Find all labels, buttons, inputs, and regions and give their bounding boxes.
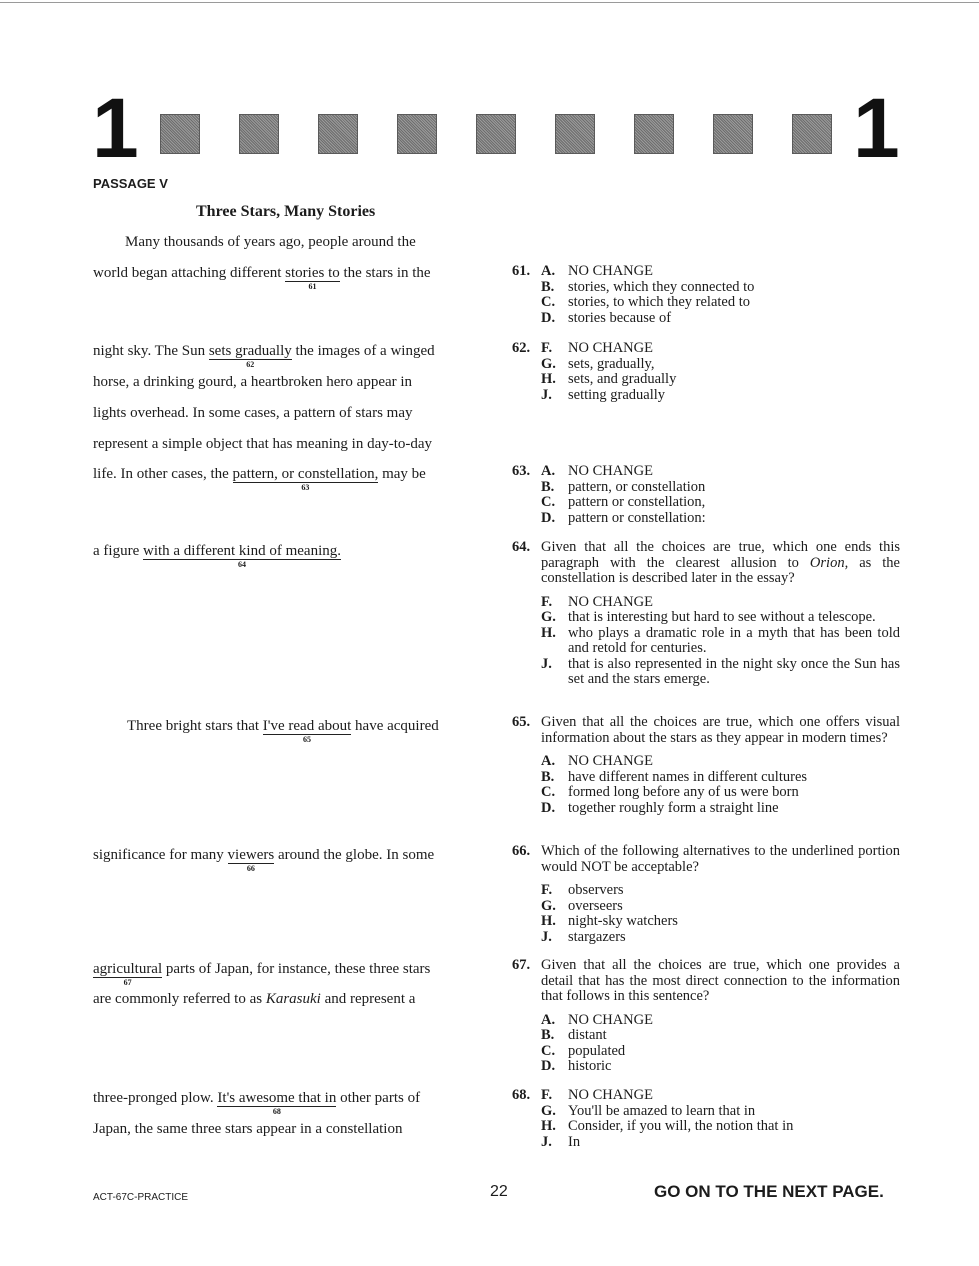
answer-option-d[interactable]: D. historic <box>541 1058 612 1074</box>
answer-option-h[interactable]: H. night-sky watchers <box>541 913 678 929</box>
answer-option-a[interactable]: A. NO CHANGE <box>541 463 653 479</box>
question-68 <box>512 1088 900 1150</box>
answer-option-a[interactable]: A. NO CHANGE <box>541 1011 653 1028</box>
section-marker-square <box>160 114 200 154</box>
answer-option-f[interactable]: F. NO CHANGE <box>541 340 653 356</box>
underlined-portion-61[interactable]: stories to 61 <box>285 265 340 291</box>
answer-option-a[interactable]: A. NO CHANGE <box>541 753 653 769</box>
answer-option-d[interactable]: D. together roughly form a straight line <box>541 799 779 816</box>
form-code: ACT-67C-PRACTICE <box>93 1192 189 1203</box>
top-border-line <box>0 2 979 3</box>
question-67 <box>512 958 900 1075</box>
question-62 <box>512 341 900 403</box>
underlined-portion-64[interactable]: with a different kind of meaning. 64 <box>142 543 341 569</box>
answer-option-d[interactable]: D. stories because of <box>541 309 672 326</box>
section-marker-square <box>555 114 595 154</box>
answer-option-j[interactable]: J. In <box>541 1133 581 1150</box>
answer-option-c[interactable]: C. stories, to which they related to <box>541 294 751 310</box>
question-63 <box>512 464 900 526</box>
question-number: 65. <box>512 714 531 730</box>
passage-line: are commonly referred to as Karasuki and represent a <box>93 991 416 1007</box>
answer-option-g[interactable]: G. sets, gradually, <box>541 355 655 372</box>
underlined-portion-62[interactable]: sets gradually 62 <box>208 343 292 369</box>
section-marker-square <box>713 114 753 154</box>
answer-option-g[interactable]: G. that is interesting but hard to see without a telescope. <box>541 609 876 625</box>
question-number: 67. <box>512 957 531 973</box>
passage-line: significance for many viewers 66 around the globe. In some <box>93 847 435 873</box>
answer-option-c[interactable]: C. pattern or constellation, <box>541 494 706 510</box>
section-marker-square <box>476 114 516 154</box>
question-65 <box>512 715 900 816</box>
underlined-portion-66[interactable]: viewers 66 <box>227 847 275 873</box>
question-stem: Which of the following alternatives to the underlined portion would NOT be acceptable? <box>541 843 900 875</box>
page-number: 22 <box>490 1183 508 1200</box>
answer-option-h[interactable]: H. Consider, if you will, the notion that in <box>541 1118 794 1134</box>
passage-line: three-pronged plow. It's awesome that in 68 other parts of <box>93 1090 421 1116</box>
section-number-left: 1 <box>92 81 137 175</box>
passage-label: PASSAGE V <box>93 176 168 191</box>
answer-option-j[interactable]: J. stargazers <box>541 928 626 945</box>
answer-option-c[interactable]: C. formed long before any of us were born <box>541 784 799 800</box>
passage-line: represent a simple object that has meaning in day-to-day <box>93 436 433 452</box>
passage-line: world began attaching different stories to 61 the stars in the <box>93 265 431 291</box>
passage-line: horse, a drinking gourd, a heartbroken hero appear in <box>93 374 413 390</box>
question-ref-number: 64 <box>237 560 246 569</box>
underlined-portion-63[interactable]: pattern, or constellation, 63 <box>232 466 379 492</box>
question-stem: Given that all the choices are true, which one ends this paragraph with the clearest allusion to Orion, as the constellation is described later in the essay? <box>541 539 900 586</box>
answer-option-b[interactable]: B. have different names in different cultures <box>541 768 808 785</box>
answer-option-f[interactable]: F. observers <box>541 882 624 898</box>
answer-option-b[interactable]: B. pattern, or constellation <box>541 478 706 495</box>
question-64 <box>512 540 900 688</box>
question-number: 64. <box>512 539 531 555</box>
question-ref-number: 68 <box>272 1107 281 1116</box>
answer-option-b[interactable]: B. distant <box>541 1027 607 1043</box>
section-marker-square <box>318 114 358 154</box>
answer-option-h[interactable]: H. who plays a dramatic role in a myth that has been told and retold for centuries. <box>541 624 900 656</box>
question-ref-number: 67 <box>123 978 132 987</box>
passage-line: Japan, the same three stars appear in a constellation <box>93 1121 403 1137</box>
answer-option-h[interactable]: H. sets, and gradually <box>541 371 677 387</box>
passage-line: a figure with a different kind of meaning. 64 <box>93 543 341 569</box>
section-marker-square <box>397 114 437 154</box>
answer-option-j[interactable]: J. setting gradually <box>541 386 666 403</box>
underlined-portion-65[interactable]: I've read about 65 <box>262 718 352 744</box>
passage-title: Three Stars, Many Stories <box>196 203 376 220</box>
question-ref-number: 63 <box>301 483 310 492</box>
section-marker-square <box>239 114 279 154</box>
passage-line: life. In other cases, the pattern, or constellation, 63 may be <box>93 466 426 492</box>
answer-option-a[interactable]: A. NO CHANGE <box>541 263 653 279</box>
answer-option-g[interactable]: G. You'll be amazed to learn that in <box>541 1102 756 1119</box>
underlined-portion-67[interactable]: agricultural 67 <box>93 961 163 987</box>
passage-line: Three bright stars that I've read about 65 have acquired <box>127 718 439 744</box>
question-66 <box>512 844 900 945</box>
answer-option-g[interactable]: G. overseers <box>541 897 623 914</box>
section-number-right: 1 <box>853 81 898 175</box>
passage-line: lights overhead. In some cases, a pattern of stars may <box>93 405 413 421</box>
next-page-notice: GO ON TO THE NEXT PAGE. <box>654 1182 884 1201</box>
answer-option-f[interactable]: F. NO CHANGE <box>541 1087 653 1103</box>
passage-line: Many thousands of years ago, people around the <box>125 234 416 250</box>
answer-option-f[interactable]: F. NO CHANGE <box>541 593 653 610</box>
section-marker-square <box>634 114 674 154</box>
question-number: 66. <box>512 843 531 859</box>
question-ref-number: 61 <box>308 282 317 291</box>
question-number: 61. <box>512 263 531 279</box>
answer-option-d[interactable]: D. pattern or constellation: <box>541 509 706 526</box>
question-ref-number: 66 <box>246 864 255 873</box>
answer-option-c[interactable]: C. populated <box>541 1042 626 1059</box>
question-stem: Given that all the choices are true, which one provides a detail that has the most direct connection to the information that follows in this sentence? <box>541 957 900 1004</box>
question-number: 62. <box>512 340 531 356</box>
answer-option-b[interactable]: B. stories, which they connected to <box>541 278 755 295</box>
question-61 <box>512 264 900 326</box>
question-ref-number: 62 <box>246 360 255 369</box>
passage-line: agricultural 67 parts of Japan, for instance, these three stars <box>93 961 431 987</box>
passage-line: night sky. The Sun sets gradually 62 the images of a winged <box>93 343 435 369</box>
answer-option-j[interactable]: J. that is also represented in the night sky once the Sun has set and the stars emerge. <box>541 655 900 687</box>
question-ref-number: 65 <box>303 735 312 744</box>
question-number: 63. <box>512 463 531 479</box>
section-marker-square <box>792 114 832 154</box>
underlined-portion-68[interactable]: It's awesome that in 68 <box>217 1090 337 1116</box>
question-number: 68. <box>512 1087 531 1103</box>
question-stem: Given that all the choices are true, which one offers visual information about the stars as they appear in modern times? <box>541 714 900 746</box>
